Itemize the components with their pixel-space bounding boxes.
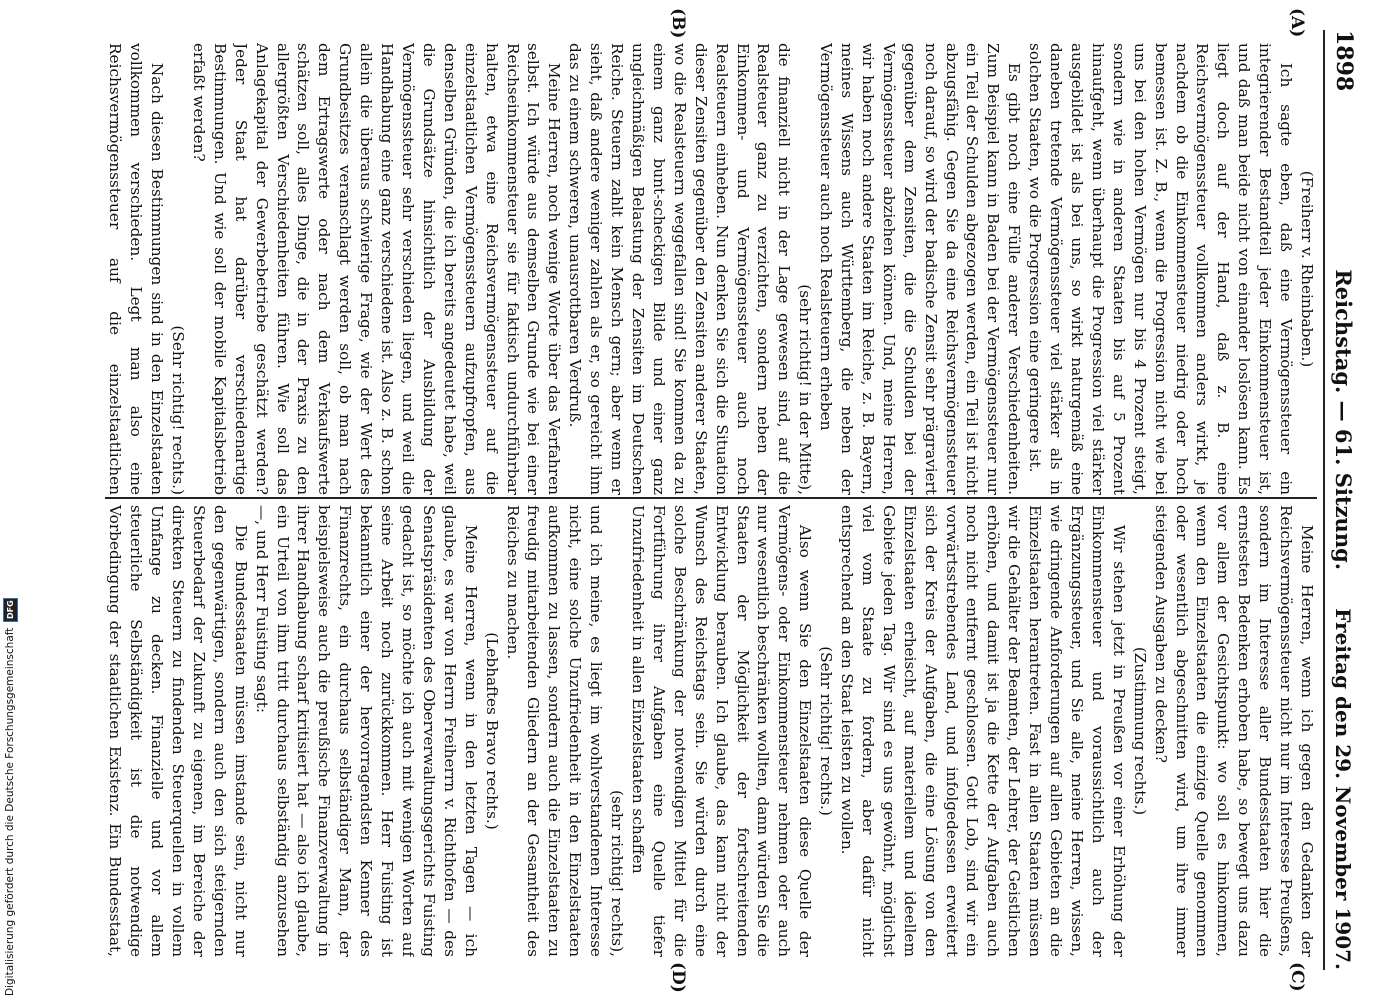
session-date: Freitag den 29. November 1907. (1331, 608, 1355, 970)
paragraph: Es gibt noch eine Fülle anderer Verschiedenheiten. Zum Beispiel kann in Baden bei der Vermögenssteuer nur ein Teil der Schulden abgezogen werden, ein Teil ist nicht abzugsfähig. Gegen Sie da eine Reichsvermögenssteuer noch darauf, so wird der badische Zensit sehr prägraviert gegenüber dem Zensiten, die die Schulden bei der Vermögenssteuer abziehen können. Und, meine Herren, wir haben noch andere Staaten im Reiche, z. B. Bayern, meines Wissens auch Württemberg, die neben der Vermögenssteuer auch noch Realsteuern erheben (817, 43, 1024, 495)
paragraph: Meine Herren, wenn ich gegen den Gedanken der Reichsvermögenssteuer nicht nur im Interesse Preußens, sondern im Interesse aller Bundesstaaten hier die ernstesten Bedenken erhoben habe, so bewegt uns dazu vor allem der Gesichtspunkt: wo soll es hinkommen, wenn den Einzelstaaten die einzige Quelle genommen oder wesentlich abgeschnitten wird, um ihre immer steigenden Ausgaben zu decken? (1151, 505, 1316, 957)
margin-letter-a: (A) (1287, 8, 1307, 38)
paragraph: Also wenn Sie den Einzelstaaten diese Quelle der Vermögens- oder Einkommensteuer nehmen oder auch nur wesentlich beschränken wollten, dann würden Sie die Staaten der Möglichkeit der fortschreitenden Entwicklung berauben. Ich glaube, das kann nicht der Wunsch des Reichstags sein. Sie würden durch eine solche Beschränkung der notwendigen Mittel für die Fortführung ihrer Aufgaben eine Quelle tiefer Unzufriedenheit in allen Einzelstaaten schaffen (629, 505, 815, 957)
paragraph: Nach diesen Bestimmungen sind in den Einzelstaaten vollkommen verschieden. Legt man also eine Reichsvermögenssteuer auf die einzelstaatlichen (106, 43, 167, 495)
paragraph: Meine Herren, wenn in den letzten Tagen — ich glaube, es war von Herrn Freiherrn v. Richthofen — des Senatspräsidenten des Oberverwaltungsgerichts Fuisting gedacht ist, so möchte ich auch mit wenigen Worten auf seine Arbeit noch zurückkommen. Herr Fuisting ist bekanntlich einer der hervorragendsten Kenner des Finanzrechts, ein durchaus selbständiger Mann, der beispielsweise auch die preußische Finanzverwaltung in ihrer Handhabung scharf kritisiert hat — also ich glaube, ein Urteil von ihm tritt durchaus selbständig anzusehen —, und Herr Fuisting sagt: (252, 505, 480, 957)
interjection: (Sehr richtig! rechts.) (169, 325, 188, 495)
running-title: Reichstag. — 61. Sitzung. (1331, 269, 1356, 571)
quote-paragraph: Die Bundesstaaten müssen imstande sein, nicht nur den gegenwärtigen, sondern auch den sich steigernden Steuerbedarf der Zukunft zu eigenen, im Bereiche der direkten Steuern zu findenden Steuerquellen in vollem Umfange zu decken. Finanzielle und vor allem steuerliche Selbständigkeit ist die notwendige Vorbedingung der staatlichen Existenz. Ein Bundesstaat, (106, 505, 250, 957)
paragraph: und ich meine, es liegt im wohlverstandenen Interesse nicht, eine solche Unzufriedenheit in den Einzelstaaten aufkommen zu lassen, sondern auch die Einzelstaaten zu freudig mitarbeitenden Gliedern an der Gesamtheit des Reiches zu machen. (503, 505, 606, 957)
margin-letter-b: (B) (668, 8, 688, 39)
left-column (105, 43, 1317, 495)
credit-text: Digitalisierung gefördert durch die Deutsche Forschungsgemeinschaft (4, 627, 16, 996)
margin-letter-d: (D) (668, 962, 688, 993)
column-divider (105, 497, 1317, 499)
speaker-label: (Freiherr v. Rheinbaben.) (1298, 170, 1316, 368)
right-column (105, 505, 1317, 957)
interjection: (Zustimmung rechts.) (1130, 646, 1149, 816)
paragraph: Ich sagte eben, daß eine Vermögenssteuer ein integrierender Bestandteil jeder Einkommensteuer ist, und daß man beide nicht von einander loslösen kann. Es liegt doch auf der Hand, daß z. B. eine Reichsvermögenssteuer vollkommen anders wirkt, je nachdem ob die Einkommensteuer niedrig oder hoch bemessen ist. Z. B., wenn die Progression nicht wie bei uns bei den hohen Vermögen nur bis 4 Prozent steigt, sondern wie in anderen Staaten bis auf 5 Prozent hinaufgeht, wenn überhaupt die Progression viel stärker ausgebildet ist als bei uns, so wirkt naturgemäß eine daneben tretende Vermögenssteuer viel stärker als in solchen Staaten, wo die Progression eine geringere ist. (1026, 43, 1296, 495)
interjection: (sehr richtig! rechts), (608, 790, 627, 957)
page-number: 1898 (1331, 30, 1357, 92)
margin-letter-c: (C) (1287, 962, 1307, 992)
dfg-logo-icon: DFG (3, 598, 18, 622)
interjection: (Lebhaftes Bravo rechts.) (482, 632, 501, 830)
interjection: (sehr richtig! in der Mitte), (796, 284, 815, 495)
interjection: (Sehr richtig! rechts.) (817, 646, 836, 816)
header-rule (1323, 30, 1325, 970)
page-header (53, 30, 93, 970)
paragraph: Meine Herren, noch wenige Worte über das Verfahren selbst. Ich würde aus demselben Grunde wie bei einer Reichseinkommensteuer sie für faktisch undurchführbar halten, etwa eine Reichsvermögenssteuer auf die einzelstaatlichen Vermögenssteuern aufzupfropfen, aus denselben Gründen, die ich bereits angedeutet habe, weil die Grundsätze hinsichtlich der Ausbildung der Vermögenssteuer sehr verschieden liegen, und weil die Handhabung eine ganz verschiedene ist. Also z. B. schon allein die überaus schwierige Frage, wie der Wert des Grundbesitzes veranschlagt werden soll, ob man nach dem Ertragswerte oder nach dem Verkaufswerte schätzen soll, alles Dinge, die in der Praxis zu den allergrößten Verschiedenheiten führen. Wie soll das Anlagekapital der Gewerbebetriebe geschätzt werden? Jeder Staat hat darüber verschiedenartige Bestimmungen. Und wie soll der mobile Kapitalsbetrieb erfaßt werden? (189, 43, 564, 495)
running-header (1331, 30, 1365, 970)
paragraph: die finanziell nicht in der Lage gewesen sind, auf die Realsteuer ganz zu verzichten, sondern neben der Einkommen- und Vermögenssteuer auch noch Realsteuern einheben. Nun denken Sie sich die Situation dieser Zensiten gegenüber den Zensiten anderer Staaten, wo die Realsteuern weggefallen sind! Sie kommen da zu einem ganz bunt-scheckigen Bilde und einer ganz ungleichmäßigen Belastung der Zensiten im Deutschen Reiche. Steuern zahlt kein Mensch gern; aber wenn er sieht, daß andere weniger zahlen als er, so gereicht ihm das zu einem schweren, unausrottbaren Verdruß. (566, 43, 794, 495)
paragraph: Wir stehen jetzt in Preußen vor einer Erhöhung der Einkommensteuer und voraussichtlich auch der Ergänzungssteuer, und Sie alle, meine Herren, wissen, wie dringende Anforderungen auf allen Gebieten an die Einzelstaaten herantreten. Fast in allen Staaten müssen wir die Gehälter der Beamten, der Lehrer, der Geistlichen erhöhen, und damit ist ja die Kette der Aufgaben auch noch nicht entfernt geschlossen. Gott Lob, sind wir ein vorwärtsstrebendes Land, und infolgedessen erweitert sich der Kreis der Aufgaben, die eine Lösung von den Einzelstaaten erheischt, auf materiellem und ideellem Gebiete jeden Tag. Wir sind es uns gewöhnt, möglichst viel vom Staate zu fordern, aber dafür nicht entsprechend an den Staat leisten zu wollen. (838, 505, 1128, 957)
